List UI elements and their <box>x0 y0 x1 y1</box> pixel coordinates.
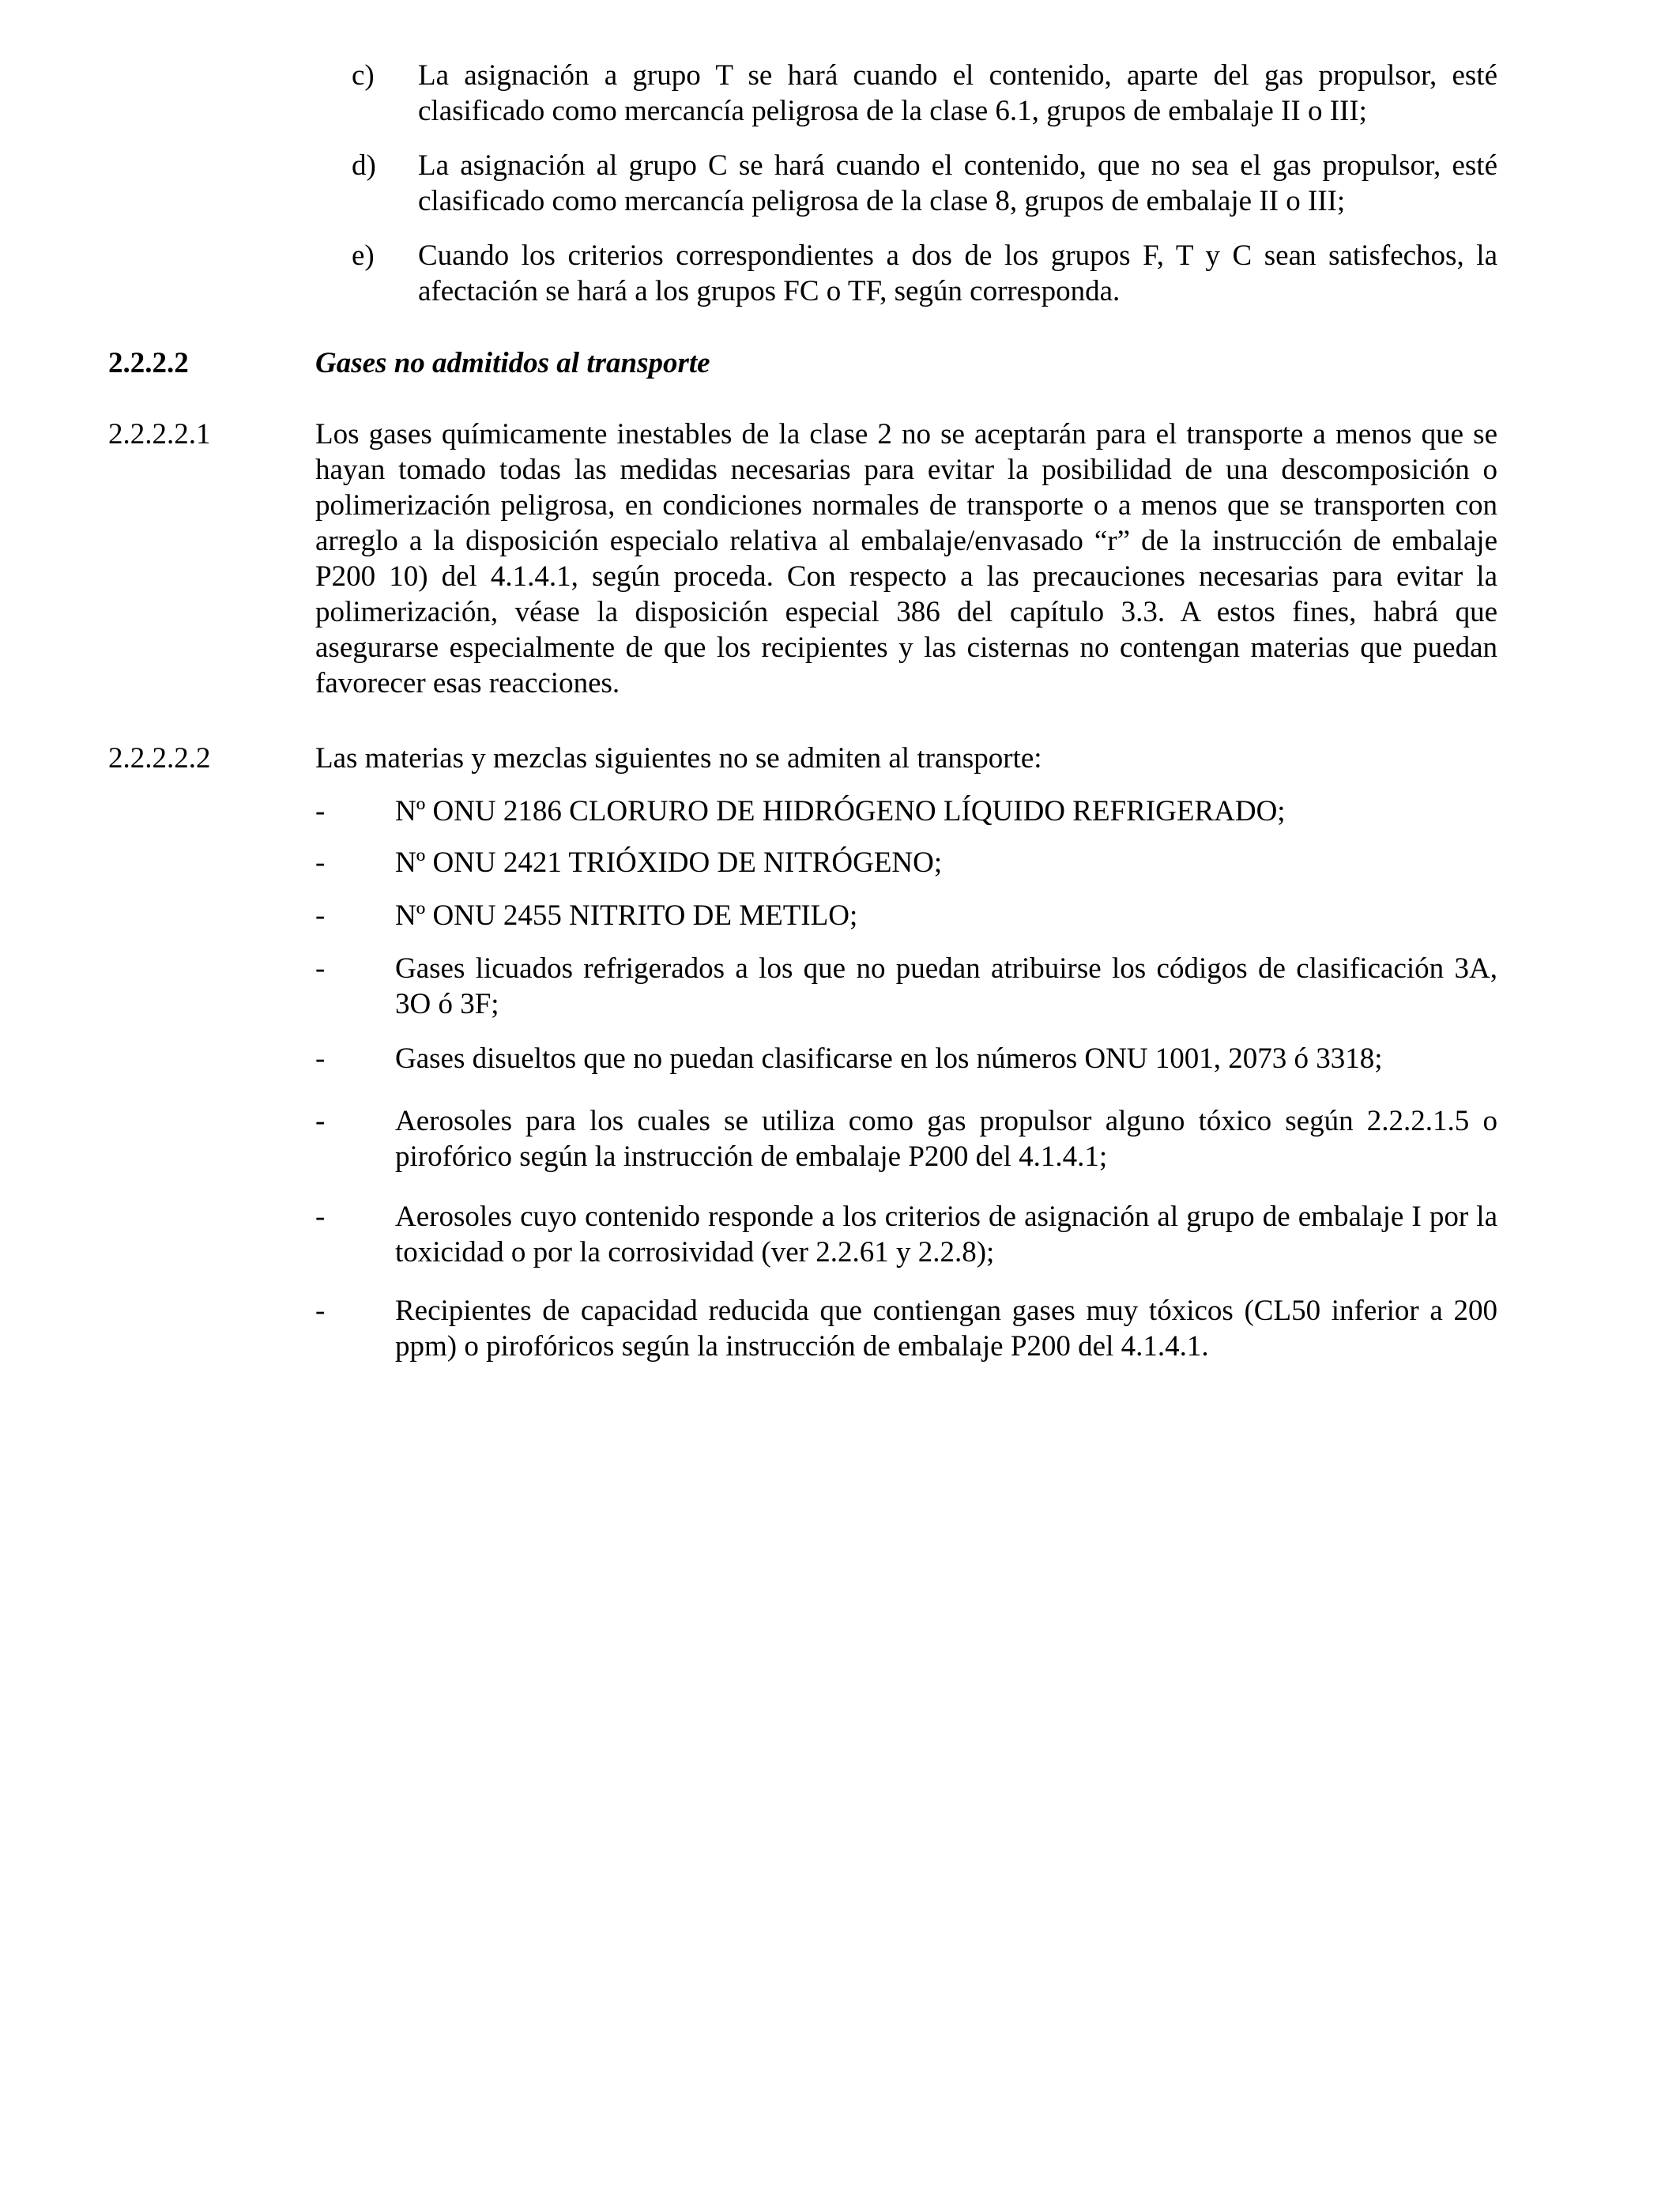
list-item-text: La asignación a grupo T se hará cuando el contenido, aparte del gas propulsor, esté clasificado como mercancía peligrosa de la clase 6.1, grupos de embalaje II o III; <box>418 59 1497 127</box>
bullet-dash: - <box>315 899 326 932</box>
bullet-text: Gases licuados refrigerados a los que no puedan atribuirse los códigos de clasificación 3A, 3O ó 3F; <box>395 952 1497 1020</box>
bullet-text: Gases disueltos que no puedan clasificarse en los números ONU 1001, 2073 ó 3318; <box>395 1042 1383 1075</box>
paragraph-text: Los gases químicamente inestables de la clase 2 no se aceptarán para el transporte a menos que se hayan tomado todas las medidas necesarias para evitar la posibilidad de una descomposición o polimerización peligrosa, en condiciones normales de transporte o a menos que se transporten con arreglo a la disposición especialo relativa al embalaje/envasado “r” de la instrucción de embalaje P200 10) del 4.1.4.1, según proceda. Con respecto a las precauciones necesarias para evitar la polimerización, véase la disposición especial 386 del capítulo 3.3. A estos fines, habrá que asegurarse especialmente de que los recipientes y las cisternas no contengan materias que puedan favorecer esas reacciones. <box>315 418 1497 699</box>
bullet-dash: - <box>315 1042 326 1075</box>
list-item-text: La asignación al grupo C se hará cuando el contenido, que no sea el gas propulsor, esté clasificado como mercancía peligrosa de la clase 8, grupos de embalaje II o III; <box>418 149 1497 217</box>
bullet-dash: - <box>315 1201 326 1233</box>
bullet-text: Aerosoles para los cuales se utiliza como gas propulsor alguno tóxico según 2.2.2.1.5 o pirofórico según la instrucción de embalaje P200 del 4.1.4.1; <box>395 1105 1497 1173</box>
list-item-label: c) <box>352 59 375 92</box>
bullet-dash: - <box>315 952 326 985</box>
bullet-dash: - <box>315 846 326 879</box>
bullet-text: Recipientes de capacidad reducida que contiengan gases muy tóxicos (CL50 inferior a 200 ppm) o pirofóricos según la instrucción de embalaje P200 del 4.1.4.1. <box>395 1295 1497 1363</box>
section-title: Gases no admitidos al transporte <box>315 347 710 379</box>
bullet-text: Nº ONU 2186 CLORURO DE HIDRÓGENO LÍQUIDO REFRIGERADO; <box>395 795 1286 827</box>
paragraph-number: 2.2.2.2.2 <box>108 742 211 775</box>
paragraph-text: Las materias y mezclas siguientes no se admiten al transporte: <box>315 742 1042 775</box>
bullet-text: Nº ONU 2455 NITRITO DE METILO; <box>395 899 858 932</box>
bullet-text: Nº ONU 2421 TRIÓXIDO DE NITRÓGENO; <box>395 846 943 879</box>
list-item-label: e) <box>352 239 375 272</box>
list-item-label: d) <box>352 149 376 182</box>
paragraph-number: 2.2.2.2.1 <box>108 418 211 450</box>
bullet-dash: - <box>315 795 326 827</box>
bullet-text: Aerosoles cuyo contenido responde a los criterios de asignación al grupo de embalaje I por la toxicidad o por la corrosividad (ver 2.2.61 y 2.2.8); <box>395 1201 1497 1269</box>
bullet-dash: - <box>315 1295 326 1327</box>
section-number: 2.2.2.2 <box>108 347 189 379</box>
list-item-text: Cuando los criterios correspondientes a dos de los grupos F, T y C sean satisfechos, la afectación se hará a los grupos FC o TF, según corresponda. <box>418 239 1497 307</box>
bullet-dash: - <box>315 1105 326 1137</box>
